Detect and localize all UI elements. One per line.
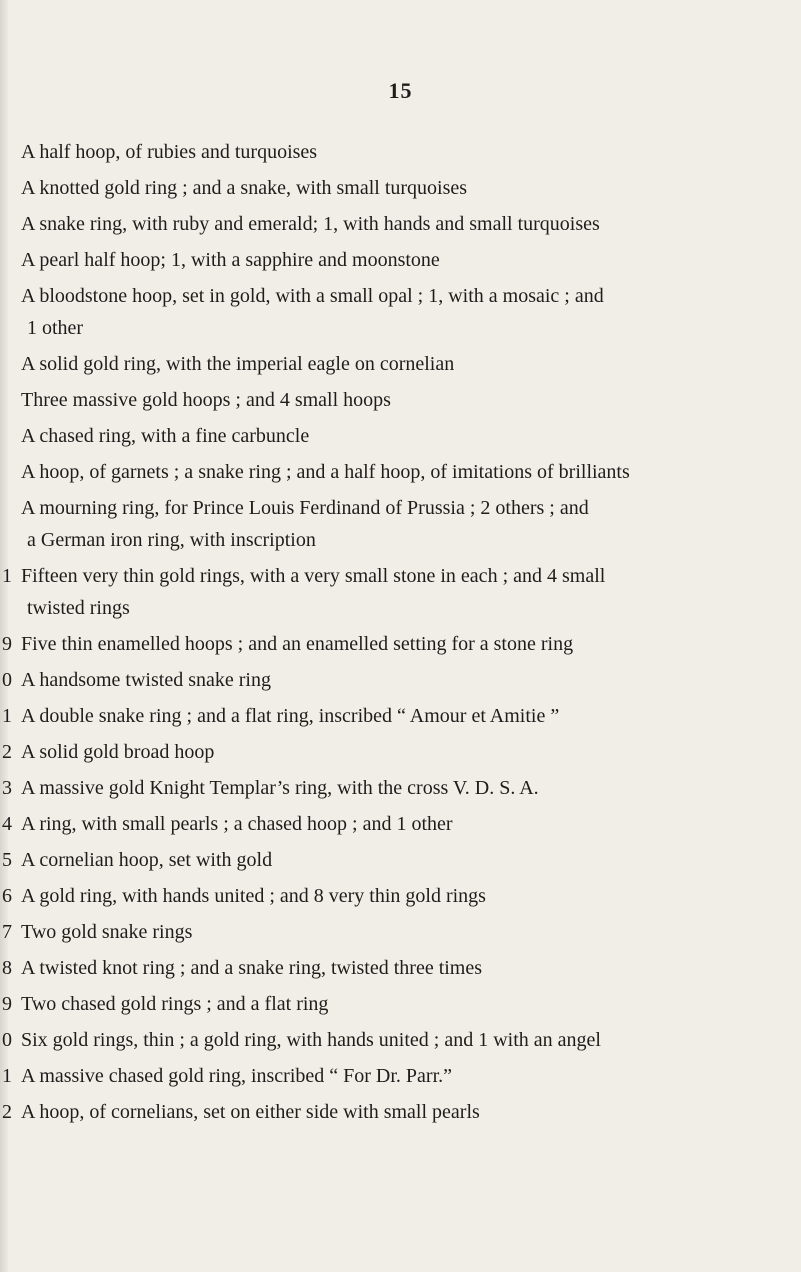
lot-description: [21, 664, 787, 696]
lot-description: [21, 844, 787, 876]
lot-number: 3: [2, 777, 12, 799]
catalogue-entry: [0, 1096, 801, 1132]
catalogue-entry: [0, 916, 801, 952]
lot-description-line: A twisted knot ring ; and a snake ring, twisted three times: [21, 957, 483, 979]
catalogue-entry: [0, 1060, 801, 1096]
lot-description-line: A handsome twisted snake ring: [21, 669, 271, 691]
lot-description: [21, 808, 787, 840]
lot-description-line: A half hoop, of rubies and turquoises: [21, 141, 318, 163]
lot-description: [21, 208, 787, 240]
lot-number: 5: [2, 849, 12, 871]
lot-description: [21, 952, 787, 984]
lot-description-line: A solid gold broad hoop: [21, 741, 215, 763]
lot-description: [21, 628, 787, 660]
lot-description: [21, 456, 787, 488]
catalogue-entry: [0, 456, 801, 492]
lot-description-line: A massive gold Knight Templar’s ring, with the cross V. D. S. A.: [21, 777, 539, 799]
lot-description: [21, 492, 787, 556]
catalogue-entries: [0, 136, 801, 1132]
lot-description: [21, 348, 787, 380]
lot-description-line: A ring, with small pearls ; a chased hoop ; and 1 other: [21, 813, 453, 835]
lot-description-line: A hoop, of garnets ; a snake ring ; and a half hoop, of imitations of brilliants: [21, 461, 630, 483]
lot-description: [21, 1096, 787, 1128]
lot-description-line: Two chased gold rings ; and a flat ring: [21, 993, 329, 1015]
lot-number: 2: [2, 741, 12, 763]
catalogue-entry: [0, 844, 801, 880]
lot-description: [21, 136, 787, 168]
lot-description-line: A bloodstone hoop, set in gold, with a small opal ; 1, with a mosaic ; and: [21, 285, 604, 307]
catalogue-entry: [0, 420, 801, 456]
lot-description-line: Six gold rings, thin ; a gold ring, with hands united ; and 1 with an angel: [21, 1029, 601, 1051]
lot-description-continuation: twisted rings: [27, 597, 130, 619]
lot-number: 9: [2, 993, 12, 1015]
lot-description-line: A hoop, of cornelians, set on either side with small pearls: [21, 1101, 480, 1123]
catalogue-entry: [0, 772, 801, 808]
catalogue-entry: [0, 880, 801, 916]
lot-number: 9: [2, 633, 12, 655]
catalogue-entry: [0, 348, 801, 384]
page-number: 15: [388, 78, 413, 103]
lot-number: 0: [2, 1029, 12, 1051]
lot-number: 1: [2, 565, 12, 587]
lot-description: [21, 988, 787, 1020]
lot-description: [21, 880, 787, 912]
lot-description: [21, 1060, 787, 1092]
lot-description: [21, 1024, 787, 1056]
lot-description-continuation: a German iron ring, with inscription: [27, 529, 316, 551]
catalogue-entry: [0, 384, 801, 420]
lot-description: [21, 244, 787, 276]
lot-number: 8: [2, 957, 12, 979]
lot-description: [21, 916, 787, 948]
lot-description-line: A solid gold ring, with the imperial eagle on cornelian: [21, 353, 455, 375]
lot-description-line: Fifteen very thin gold rings, with a very small stone in each ; and 4 small: [21, 565, 606, 587]
catalogue-entry: [0, 136, 801, 172]
lot-description: [21, 280, 787, 344]
lot-description-line: A massive chased gold ring, inscribed “ For Dr. Parr.”: [21, 1065, 453, 1087]
catalogue-entry: [0, 208, 801, 244]
lot-number: 1: [2, 1065, 12, 1087]
catalogue-entry: [0, 700, 801, 736]
lot-description: [21, 560, 787, 624]
lot-description: [21, 384, 787, 416]
catalogue-entry: [0, 280, 801, 348]
lot-description: [21, 700, 787, 732]
catalogue-entry: [0, 988, 801, 1024]
lot-number: 6: [2, 885, 12, 907]
catalogue-entry: [0, 244, 801, 280]
lot-number: 4: [2, 813, 12, 835]
lot-description: [21, 420, 787, 452]
lot-number: 0: [2, 669, 12, 691]
lot-description: [21, 172, 787, 204]
catalogue-entry: [0, 664, 801, 700]
lot-number: 1: [2, 705, 12, 727]
lot-description: [21, 772, 787, 804]
catalogue-entry: [0, 736, 801, 772]
lot-description-line: A double snake ring ; and a flat ring, inscribed “ Amour et Amitie ”: [21, 705, 560, 727]
lot-number: 2: [2, 1101, 12, 1123]
catalogue-entry: [0, 808, 801, 844]
catalogue-entry: [0, 492, 801, 560]
lot-description-continuation: 1 other: [27, 317, 84, 339]
lot-description-line: A snake ring, with ruby and emerald; 1, with hands and small turquoises: [21, 213, 600, 235]
lot-description-line: Two gold snake rings: [21, 921, 193, 943]
lot-description-line: Five thin enamelled hoops ; and an enamelled setting for a stone ring: [21, 633, 574, 655]
catalogue-entry: [0, 952, 801, 988]
lot-description-line: A gold ring, with hands united ; and 8 very thin gold rings: [21, 885, 486, 907]
lot-description: [21, 736, 787, 768]
lot-description-line: A knotted gold ring ; and a snake, with small turquoises: [21, 177, 468, 199]
lot-number: 7: [2, 921, 12, 943]
catalogue-entry: [0, 560, 801, 628]
catalogue-entry: [0, 172, 801, 208]
lot-description-line: A chased ring, with a fine carbuncle: [21, 425, 310, 447]
lot-description-line: A cornelian hoop, set with gold: [21, 849, 273, 871]
catalogue-entry: [0, 628, 801, 664]
lot-description-line: A pearl half hoop; 1, with a sapphire and moonstone: [21, 249, 440, 271]
lot-description-line: A mourning ring, for Prince Louis Ferdinand of Prussia ; 2 others ; and: [21, 497, 589, 519]
lot-description-line: Three massive gold hoops ; and 4 small hoops: [21, 389, 391, 411]
catalogue-entry: [0, 1024, 801, 1060]
